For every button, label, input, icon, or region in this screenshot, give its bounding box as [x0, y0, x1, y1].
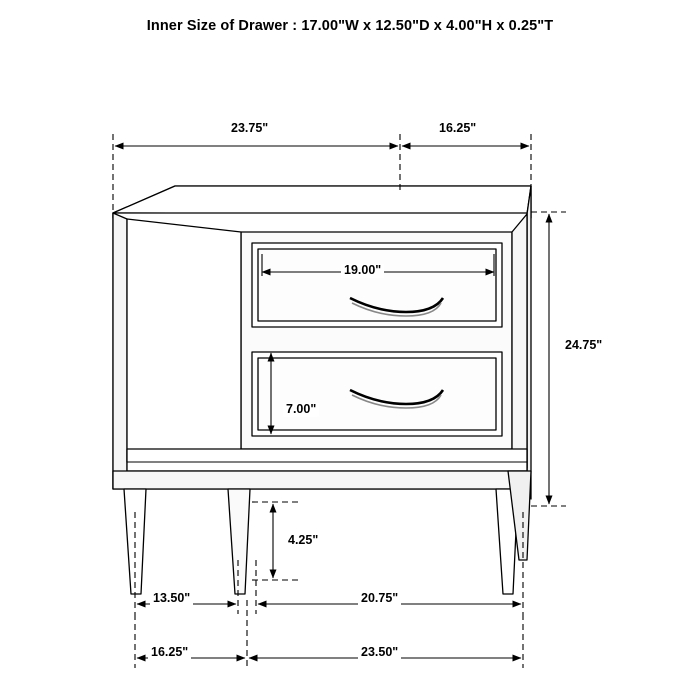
label-base-left-span: 16.25": [148, 646, 191, 660]
leg-mid: [228, 489, 250, 594]
label-leg-height: 4.25": [285, 534, 321, 548]
label-bottom-right-span: 20.75": [358, 592, 401, 606]
recess-bevel-right: [512, 214, 527, 468]
label-top-right-span: 16.25": [436, 122, 479, 136]
label-right-height: 24.75": [562, 339, 605, 353]
label-top-left-span: 23.75": [228, 122, 271, 136]
top-surface-plane: [113, 186, 531, 214]
base-rail: [113, 471, 527, 489]
label-drawer-front-height: 7.00": [283, 403, 319, 417]
label-drawer-inner-width: 19.00": [341, 264, 384, 278]
nightstand-illustration: [113, 186, 531, 594]
label-bottom-left-span: 13.50": [150, 592, 193, 606]
page-title: Inner Size of Drawer : 17.00"W x 12.50"D x 4.00"H x 0.25"T: [146, 18, 554, 34]
label-base-right-span: 23.50": [358, 646, 401, 660]
drawer-upper-inner: [258, 249, 496, 321]
drawer-lower-inner: [258, 358, 496, 430]
bottom-apron: [127, 449, 527, 471]
left-edge: [113, 213, 127, 489]
recess-bevel-left: [127, 219, 241, 462]
leg-front-left: [124, 489, 146, 594]
